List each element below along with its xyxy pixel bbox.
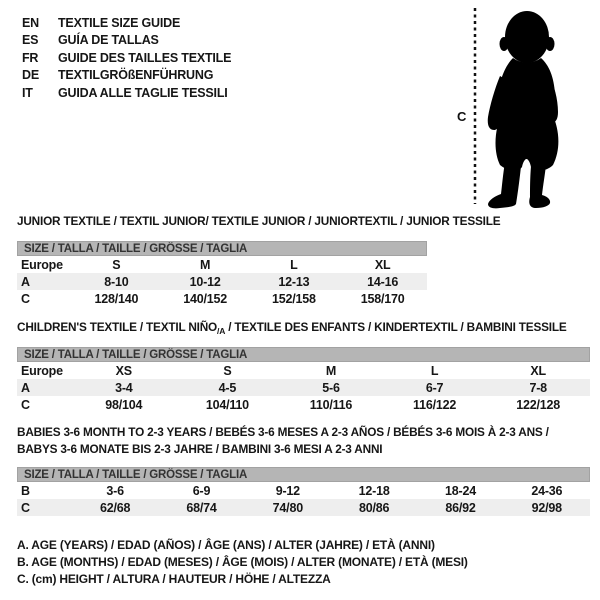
table-row-europe (17, 256, 427, 273)
age-cell: 9-12 (275, 483, 300, 498)
children-title-sub: /A (217, 326, 226, 336)
children-title-rest: / TEXTILE DES ENFANTS / KINDERTEXTIL / BAMBINI TESSILE (225, 320, 567, 334)
table-row-height (17, 396, 590, 413)
height-cell: 104/110 (205, 397, 249, 412)
junior-table-title: JUNIOR TEXTILE / TEXTIL JUNIOR/ TEXTILE JUNIOR / JUNIORTEXTIL / JUNIOR TESSILE (17, 214, 501, 228)
table-row-height (17, 499, 590, 516)
language-label: GUIDE DES TAILLES TEXTILE (58, 50, 232, 65)
age-cell: 14-16 (367, 274, 399, 289)
age-cell: 24-36 (531, 483, 563, 498)
size-cell: XL (374, 257, 391, 272)
row-label: C (21, 500, 30, 515)
age-cell: 10-12 (189, 274, 221, 289)
children-table (17, 347, 590, 413)
table-header-bar: SIZE / TALLA / TAILLE / GRÖSSE / TAGLIA (17, 467, 590, 482)
height-cell: 158/170 (360, 291, 405, 306)
age-cell: 3-6 (106, 483, 124, 498)
language-list (22, 15, 231, 102)
size-cell: M (325, 363, 337, 378)
size-cell: L (290, 257, 298, 272)
height-cell: 74/80 (272, 500, 303, 515)
table-row-age (17, 379, 590, 396)
language-code: IT (22, 85, 33, 100)
row-label: Europe (21, 257, 63, 272)
babies-title-line1: BABIES 3-6 MONTH TO 2-3 YEARS / BEBÉS 3-6 MESES A 2-3 AÑOS / BÉBÉS 3-6 MOIS À 2-3 ANS / (17, 425, 549, 439)
table-row-age (17, 273, 427, 290)
age-cell: 5-6 (322, 380, 340, 395)
age-cell: 12-13 (278, 274, 310, 289)
footnote-b: B. AGE (MONTHS) / EDAD (MESES) / ÂGE (MOIS) / ALTER (MONATE) / ETÀ (MESI) (17, 555, 468, 570)
age-cell: 18-24 (444, 483, 476, 498)
language-label: TEXTILE SIZE GUIDE (58, 16, 181, 30)
row-label: B (21, 483, 30, 498)
row-label: A (21, 380, 30, 395)
baby-silhouette-icon (488, 11, 559, 208)
table-header-bar: SIZE / TALLA / TAILLE / GRÖSSE / TAGLIA (17, 347, 590, 362)
height-cell: 152/158 (271, 291, 316, 306)
language-row-de (22, 67, 231, 84)
height-cell: 110/116 (309, 397, 353, 412)
babies-table-title (17, 424, 549, 458)
row-label: C (21, 397, 30, 412)
language-code: EN (22, 16, 39, 30)
language-label: GUÍA DE TALLAS (58, 33, 159, 48)
height-cell: 140/152 (183, 291, 228, 306)
language-row-es (22, 32, 231, 49)
size-cell: S (112, 257, 121, 272)
children-table-title (17, 319, 567, 340)
junior-table (17, 241, 427, 307)
size-cell: XL (530, 363, 546, 378)
table-row-height (17, 290, 427, 307)
row-label: Europe (21, 363, 63, 378)
age-cell: 4-5 (218, 380, 237, 395)
height-cell: 86/92 (445, 500, 476, 515)
height-measure-label: C (457, 109, 467, 124)
height-cell: 116/122 (413, 397, 457, 412)
row-label: A (21, 274, 30, 289)
size-cell: M (200, 257, 211, 272)
height-cell: 62/68 (100, 500, 131, 515)
footnote-c: C. (cm) HEIGHT / ALTURA / HAUTEUR / HÖHE / ALTEZZA (17, 572, 331, 587)
age-cell: 12-18 (358, 483, 390, 498)
baby-figure (455, 2, 595, 215)
height-cell: 128/140 (94, 291, 139, 306)
babies-title-line2: BABYS 3-6 MONATE BIS 2-3 JAHRE / BAMBINI 3-6 MESI A 2-3 ANNI (17, 442, 383, 457)
language-code: FR (22, 50, 39, 65)
size-cell: XS (115, 363, 132, 378)
height-cell: 68/74 (186, 500, 217, 515)
row-label: C (21, 291, 30, 306)
babies-table (17, 467, 590, 516)
age-cell: 7-8 (529, 380, 547, 395)
footnote-a: A. AGE (YEARS) / EDAD (AÑOS) / ÂGE (ANS) / ALTER (JAHRE) / ETÀ (ANNI) (17, 538, 435, 552)
age-cell: 3-4 (115, 380, 133, 395)
children-title-main: CHILDREN'S TEXTILE / TEXTIL NIÑO (17, 320, 218, 334)
language-row-fr (22, 50, 231, 67)
table-row-age-months (17, 482, 590, 499)
size-cell: S (223, 363, 232, 378)
height-cell: 92/98 (531, 500, 562, 515)
table-header-bar: SIZE / TALLA / TAILLE / GRÖSSE / TAGLIA (17, 241, 427, 256)
baby-silhouette-graphic (455, 2, 595, 215)
age-cell: 8-10 (104, 274, 129, 289)
height-cell: 80/86 (359, 500, 390, 515)
language-label: TEXTILGRÖßENFÜHRUNG (58, 68, 214, 83)
height-cell: 122/128 (516, 397, 561, 412)
age-cell: 6-9 (192, 483, 211, 498)
language-label: GUIDA ALLE TAGLIE TESSILI (58, 85, 228, 100)
language-code: ES (22, 33, 39, 48)
footnotes (17, 537, 468, 589)
language-row-it (22, 85, 231, 102)
language-code: DE (22, 68, 39, 83)
size-cell: L (430, 363, 439, 378)
language-row-en (22, 15, 231, 32)
age-cell: 6-7 (425, 380, 444, 395)
table-row-europe (17, 362, 590, 379)
height-cell: 98/104 (105, 397, 143, 412)
